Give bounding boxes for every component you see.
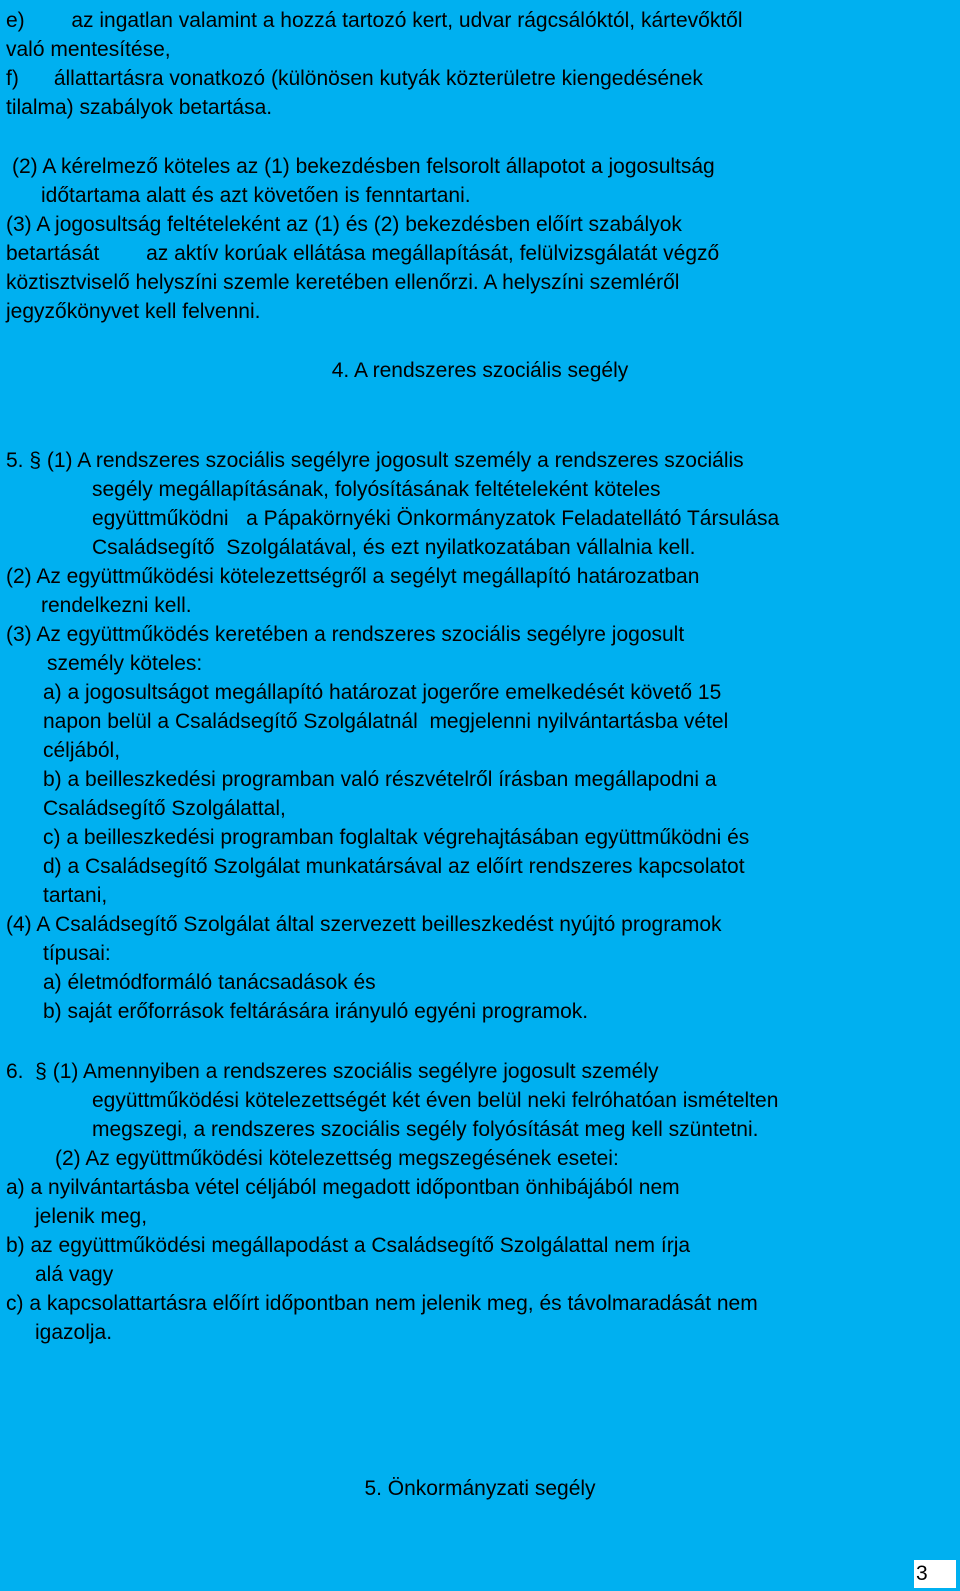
text-line: a) életmódformáló tanácsadások és — [43, 971, 376, 994]
text-line: (4) A Családsegítő Szolgálat által szervezett beilleszkedést nyújtó programok — [6, 913, 722, 936]
text-line: b) saját erőforrások feltárására irányuló egyéni programok. — [43, 1000, 589, 1023]
text-line: c) a beilleszkedési programban foglaltak végrehajtásában együttműködni és — [43, 826, 750, 849]
text-line: együttműködési kötelezettségét két éven belül neki felróhatóan ismételten — [92, 1089, 779, 1112]
section-heading: 4. A rendszeres szociális segély — [331, 359, 629, 382]
text-line: alá vagy — [35, 1263, 114, 1286]
text-line: való mentesítése, — [6, 38, 171, 61]
text-line: együttműködni a Pápakörnyéki Önkormányzatok Feladatellátó Társulása — [92, 507, 780, 530]
text-line: d) a Családsegítő Szolgálat munkatársával az előírt rendszeres kapcsolatot — [43, 855, 745, 878]
text-line: Családsegítő Szolgálattal, — [43, 797, 286, 820]
text-line: 6. § (1) Amennyiben a rendszeres szociális segélyre jogosult személy — [6, 1060, 659, 1083]
text-line: f) állattartásra vonatkozó (különösen kutyák közterületre kiengedésének — [6, 67, 703, 90]
section-heading: 5. Önkormányzati segély — [364, 1477, 596, 1500]
text-line: tartani, — [43, 884, 108, 907]
text-line: (3) A jogosultság feltételeként az (1) és (2) bekezdésben előírt szabályok — [6, 213, 682, 236]
text-line: Családsegítő Szolgálatával, és ezt nyilatkozatában vállalnia kell. — [92, 536, 696, 559]
text-line: segély megállapításának, folyósításának feltételeként köteles — [92, 478, 661, 501]
text-line: (2) Az együttműködési kötelezettségről a segélyt megállapító határozatban — [6, 565, 700, 588]
text-line: 5. § (1) A rendszeres szociális segélyre jogosult személy a rendszeres szociális — [6, 449, 744, 472]
text-line: jelenik meg, — [35, 1205, 148, 1228]
text-line: (2) A kérelmező köteles az (1) bekezdésben felsorolt állapotot a jogosultság — [12, 155, 715, 178]
text-line: betartását az aktív korúak ellátása megállapítását, felülvizsgálatát végző — [6, 242, 720, 265]
text-line: b) az együttműködési megállapodást a Családsegítő Szolgálattal nem írja — [6, 1234, 691, 1257]
text-line: b) a beilleszkedési programban való részvételről írásban megállapodni a — [43, 768, 717, 791]
text-line: rendelkezni kell. — [41, 594, 192, 617]
text-line: köztisztviselő helyszíni szemle keretében ellenőrzi. A helyszíni szemléről — [6, 271, 680, 294]
text-line: igazolja. — [35, 1321, 113, 1344]
text-line: (3) Az együttműködés keretében a rendszeres szociális segélyre jogosult — [6, 623, 685, 646]
page-number: 3 — [914, 1560, 956, 1588]
text-line: napon belül a Családsegítő Szolgálatnál megjelenni nyilvántartásba vétel — [43, 710, 729, 733]
text-line: a) a nyilvántartásba vétel céljából megadott időpontban önhibájából nem — [6, 1176, 680, 1199]
text-line: személy köteles: — [47, 652, 203, 675]
text-line: jegyzőkönyvet kell felvenni. — [6, 300, 261, 323]
text-line: e) az ingatlan valamint a hozzá tartozó kert, udvar rágcsálóktól, kártevőktől — [6, 9, 743, 32]
text-line: a) a jogosultságot megállapító határozat jogerőre emelkedését követő 15 — [43, 681, 722, 704]
text-line: (2) Az együttműködési kötelezettség megszegésének esetei: — [55, 1147, 619, 1170]
text-line: időtartama alatt és azt követően is fenntartani. — [41, 184, 471, 207]
text-line: típusai: — [43, 942, 111, 965]
text-line: c) a kapcsolattartásra előírt időpontban nem jelenik meg, és távolmaradását nem — [6, 1292, 758, 1315]
text-line: céljából, — [43, 739, 121, 762]
text-line: tilalma) szabályok betartása. — [6, 96, 273, 119]
text-line: megszegi, a rendszeres szociális segély folyósítását meg kell szüntetni. — [92, 1118, 759, 1141]
